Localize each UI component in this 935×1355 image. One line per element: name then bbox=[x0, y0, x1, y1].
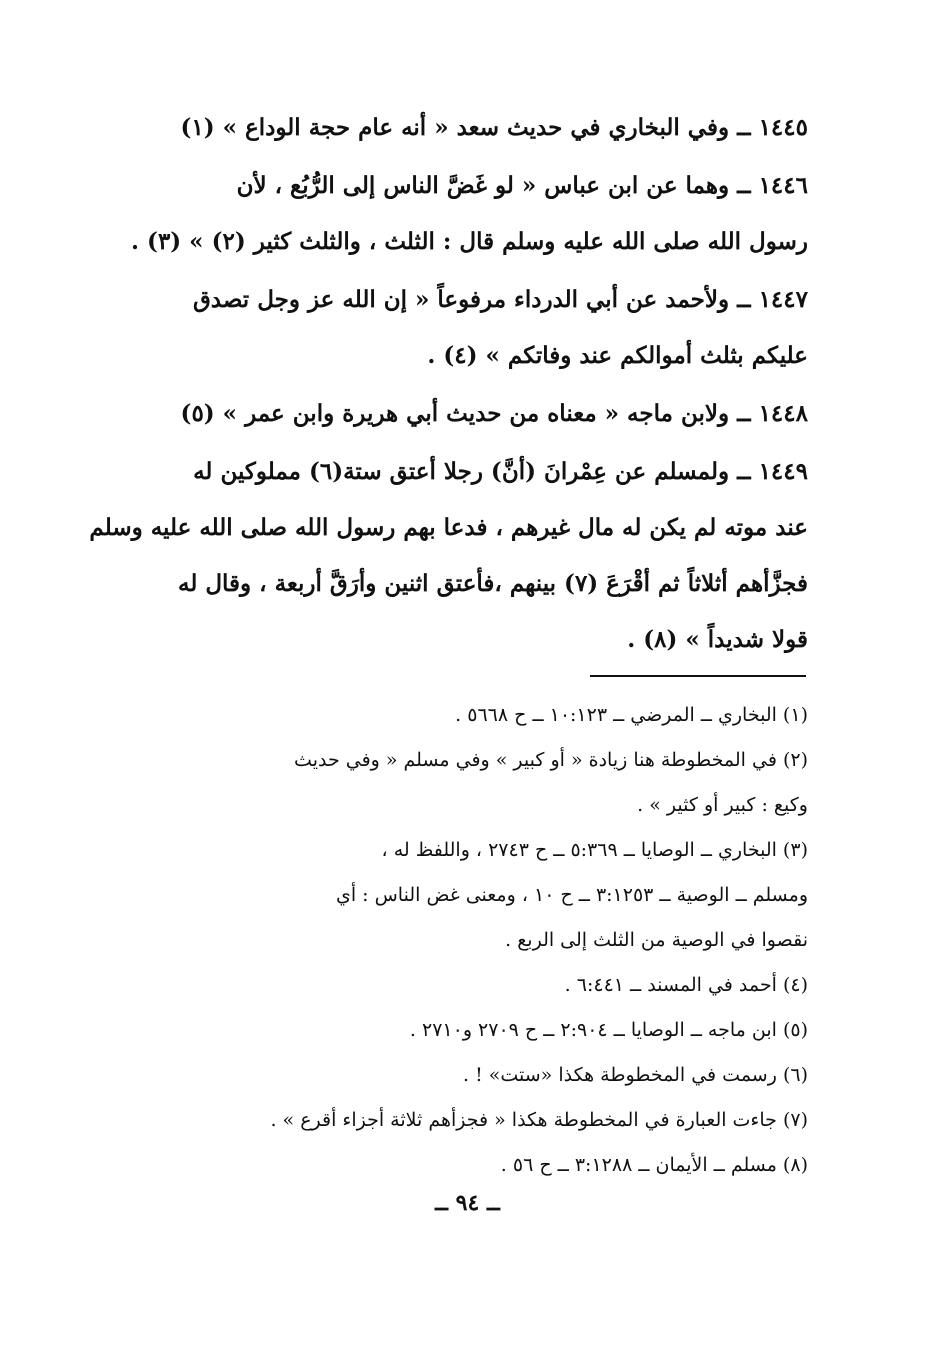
footnotes bbox=[140, 693, 808, 1188]
footnote-3 bbox=[140, 828, 808, 963]
hadith-1449 bbox=[89, 444, 808, 668]
page-number: ــ ٩٤ ــ bbox=[435, 1190, 500, 1216]
footnote-2 bbox=[140, 738, 808, 828]
footnote-line: (٨) مسلم ــ الأيمان ــ ٣:١٢٨٨ ــ ح ٥٦ . bbox=[500, 1154, 808, 1176]
text-line: قولا شديداً » (٨) . bbox=[627, 626, 808, 653]
footnote-line: نقصوا في الوصية من الثلث إلى الربع . bbox=[505, 929, 808, 951]
footnote-line: (١) البخاري ــ المرضي ــ ١٠:١٢٣ ــ ح ٥٦٦٨ . bbox=[455, 704, 808, 726]
footnote-4 bbox=[140, 963, 808, 1008]
hadith-1447 bbox=[140, 272, 808, 384]
hadith-1445 bbox=[140, 100, 808, 156]
text-line: عند موته لم يكن له مال غيرهم ، فدعا بهم رسول الله صلى الله عليه وسلم bbox=[89, 514, 808, 541]
text-line: ١٤٤٩ ــ ولمسلم عن عِمْرانَ (أنَّ) رجلا أعتق ستة(٦) مملوكين له bbox=[193, 458, 808, 485]
text-line: ١٤٤٧ ــ ولأحمد عن أبي الدرداء مرفوعاً « إن الله عز وجل تصدق bbox=[192, 286, 808, 313]
footnote-6 bbox=[140, 1053, 808, 1098]
text-line: ١٤٤٦ ــ وهما عن ابن عباس « لو غَضَّ الناس إلى الرُّبُع ، لأن bbox=[236, 172, 808, 199]
text-line: رسول الله صلى الله عليه وسلم قال : الثلث ، والثلث كثير (٢) » (٣) . bbox=[131, 228, 808, 255]
footnote-line: (٥) ابن ماجه ــ الوصايا ــ ٢:٩٠٤ ــ ح ٢٧٠٩ و٢٧١٠ . bbox=[409, 1019, 808, 1041]
footnote-line: ومسلم ــ الوصية ــ ٣:١٢٥٣ ــ ح ١٠ ، ومعنى غض الناس : أي bbox=[335, 884, 808, 906]
text-line: ١٤٤٥ ــ وفي البخاري في حديث سعد « أنه عام حجة الوداع » (١) bbox=[180, 114, 808, 141]
footnote-7 bbox=[140, 1098, 808, 1143]
text-line: عليكم بثلث أموالكم عند وفاتكم » (٤) . bbox=[427, 342, 808, 369]
footnote-line: (٦) رسمت في المخطوطة هكذا «ستت» ! . bbox=[462, 1064, 808, 1086]
footnote-1 bbox=[140, 693, 808, 738]
footnote-line: (٤) أحمد في المسند ــ ٦:٤٤١ . bbox=[564, 974, 808, 996]
text-line: ١٤٤٨ ــ ولابن ماجه « معناه من حديث أبي هريرة وابن عمر » (٥) bbox=[180, 400, 808, 427]
hadith-text bbox=[89, 100, 808, 670]
text-line: فجزَّأهم أثلاثاً ثم أقْرَعَ (٧) بينهم ،فأعتق اثنين وأرَقَّ أربعة ، وقال له bbox=[177, 570, 808, 597]
hadith-1448 bbox=[140, 386, 808, 442]
footnote-line: (٢) في المخطوطة هنا زيادة « أو كبير » وفي مسلم « وفي حديث bbox=[294, 749, 808, 771]
footnote-5 bbox=[140, 1008, 808, 1053]
footnote-line: (٧) جاءت العبارة في المخطوطة هكذا « فجزأهم ثلاثة أجزاء أقرع » . bbox=[270, 1109, 808, 1131]
footnote-divider bbox=[590, 675, 806, 677]
footnote-line: (٣) البخاري ــ الوصايا ــ ٥:٣٦٩ ــ ح ٢٧٤٣ ، واللفظ له ، bbox=[381, 839, 808, 861]
hadith-1446 bbox=[131, 158, 808, 270]
footnote-line: وكيع : كبير أو كثير » . bbox=[637, 794, 808, 816]
footnote-8 bbox=[140, 1143, 808, 1188]
